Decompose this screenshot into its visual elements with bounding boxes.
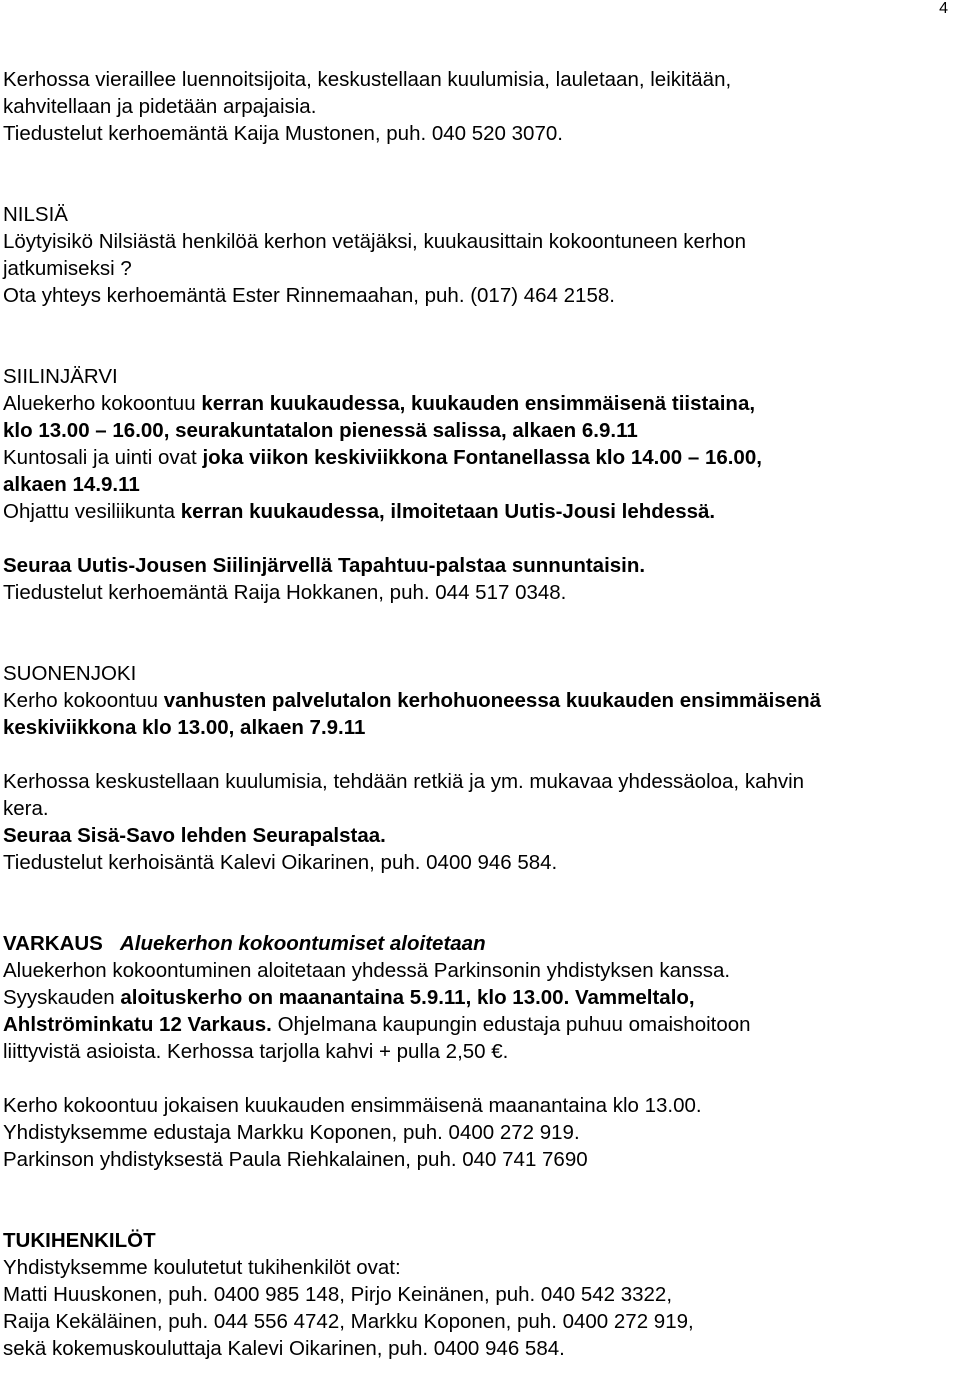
intro-line: Kerhossa vieraillee luennoitsijoita, keskustellaan kuulumisia, lauletaan, leikitään,	[3, 68, 732, 91]
varkaus-section	[3, 930, 958, 1173]
intro-line: Tiedustelut kerhoemäntä Kaija Mustonen, puh. 040 520 3070.	[3, 122, 563, 145]
body-line: Tiedustelut kerhoisäntä Kalevi Oikarinen, puh. 0400 946 584.	[3, 851, 558, 874]
text-bold: Seuraa Sisä-Savo lehden Seurapalstaa.	[3, 824, 386, 847]
body-line: jatkumiseksi ?	[3, 257, 132, 280]
body-line	[3, 1011, 958, 1038]
text-bold: klo 13.00 – 16.00, seurakuntatalon pienessä salissa, alkaen 6.9.11	[3, 419, 638, 442]
text-bold: vanhusten palvelutalon kerhohuoneessa kuukauden ensimmäisenä	[163, 689, 822, 712]
body-line: Tiedustelut kerhoemäntä Raija Hokkanen, puh. 044 517 0348.	[3, 581, 567, 604]
body-line	[3, 687, 958, 714]
section-heading: VARKAUS	[3, 932, 103, 955]
section-heading: NILSIÄ	[3, 203, 68, 226]
body-line	[3, 444, 958, 471]
tukihenkilot-section	[3, 1227, 958, 1362]
body-line: Yhdistyksemme koulutetut tukihenkilöt ovat:	[3, 1256, 401, 1279]
body-line	[3, 552, 958, 579]
text-bold: aloituskerho on maanantaina 5.9.11, klo 13.00. Vammeltalo,	[120, 986, 695, 1009]
text-normal: Ohjelmana kaupungin edustaja puhuu omaishoitoon	[271, 1013, 751, 1036]
body-line: Löytyisikö Nilsiästä henkilöä kerhon vetäjäksi, kuukausittain kokoontuneen kerhon	[3, 230, 746, 253]
text-bold: Ahlströminkatu 12 Varkaus.	[3, 1013, 272, 1036]
section-heading: SIILINJÄRVI	[3, 365, 118, 388]
body-line: kera.	[3, 797, 49, 820]
body-line: liittyvistä asioista. Kerhossa tarjolla kahvi + pulla 2,50 €.	[3, 1040, 509, 1063]
text-normal: Kerho kokoontuu	[3, 689, 164, 712]
body-line	[3, 498, 958, 525]
body-line	[3, 417, 958, 444]
nilsia-section	[3, 201, 958, 309]
text-normal: Kuntosali ja uinti ovat	[3, 446, 203, 469]
text-bold: Seuraa Uutis-Jousen Siilinjärvellä Tapahtuu-palstaa sunnuntaisin.	[3, 554, 646, 577]
section-subheading: Aluekerhon kokoontumiset aloitetaan	[119, 932, 486, 955]
siilinjarvi-section	[3, 363, 958, 606]
body-line: Parkinson yhdistyksestä Paula Riehkalainen, puh. 040 741 7690	[3, 1148, 588, 1171]
suonenjoki-section	[3, 660, 958, 876]
body-line	[3, 984, 958, 1011]
text-bold: joka viikon keskiviikkona Fontanellassa klo 14.00 – 16.00,	[202, 446, 762, 469]
body-line: Yhdistyksemme edustaja Markku Koponen, puh. 0400 272 919.	[3, 1121, 580, 1144]
intro-line: kahvitellaan ja pidetään arpajaisia.	[3, 95, 317, 118]
body-line	[3, 471, 958, 498]
page-number: 4	[939, 0, 948, 17]
text-normal: Syyskauden	[3, 986, 121, 1009]
body-line: Aluekerhon kokoontuminen aloitetaan yhdessä Parkinsonin yhdistyksen kanssa.	[3, 959, 731, 982]
body-line	[3, 822, 958, 849]
text-normal: Aluekerho kokoontuu	[3, 392, 202, 415]
body-line: Kerho kokoontuu jokaisen kuukauden ensimmäisenä maanantaina klo 13.00.	[3, 1094, 702, 1117]
section-heading: TUKIHENKILÖT	[3, 1229, 156, 1252]
body-line: Kerhossa keskustellaan kuulumisia, tehdään retkiä ja ym. mukavaa yhdessäoloa, kahvin	[3, 770, 805, 793]
text-bold: keskiviikkona klo 13.00, alkaen 7.9.11	[3, 716, 366, 739]
body-line: Raija Kekäläinen, puh. 044 556 4742, Markku Koponen, puh. 0400 272 919,	[3, 1310, 694, 1333]
body-line	[3, 390, 958, 417]
body-line: Matti Huuskonen, puh. 0400 985 148, Pirjo Keinänen, puh. 040 542 3322,	[3, 1283, 673, 1306]
section-heading: SUONENJOKI	[3, 662, 137, 685]
body-line	[3, 714, 958, 741]
section-heading-line	[3, 930, 958, 957]
text-bold: alkaen 14.9.11	[3, 473, 140, 496]
text-bold: kerran kuukaudessa, ilmoitetaan Uutis-Jousi lehdessä.	[180, 500, 716, 523]
body-line: sekä kokemuskouluttaja Kalevi Oikarinen, puh. 0400 946 584.	[3, 1337, 565, 1360]
document-body	[3, 66, 958, 1362]
text-normal: Ohjattu vesiliikunta	[3, 500, 181, 523]
text-bold: kerran kuukaudessa, kuukauden ensimmäisenä tiistaina,	[201, 392, 756, 415]
intro-section	[3, 66, 958, 147]
body-line: Ota yhteys kerhoemäntä Ester Rinnemaahan, puh. (017) 464 2158.	[3, 284, 615, 307]
